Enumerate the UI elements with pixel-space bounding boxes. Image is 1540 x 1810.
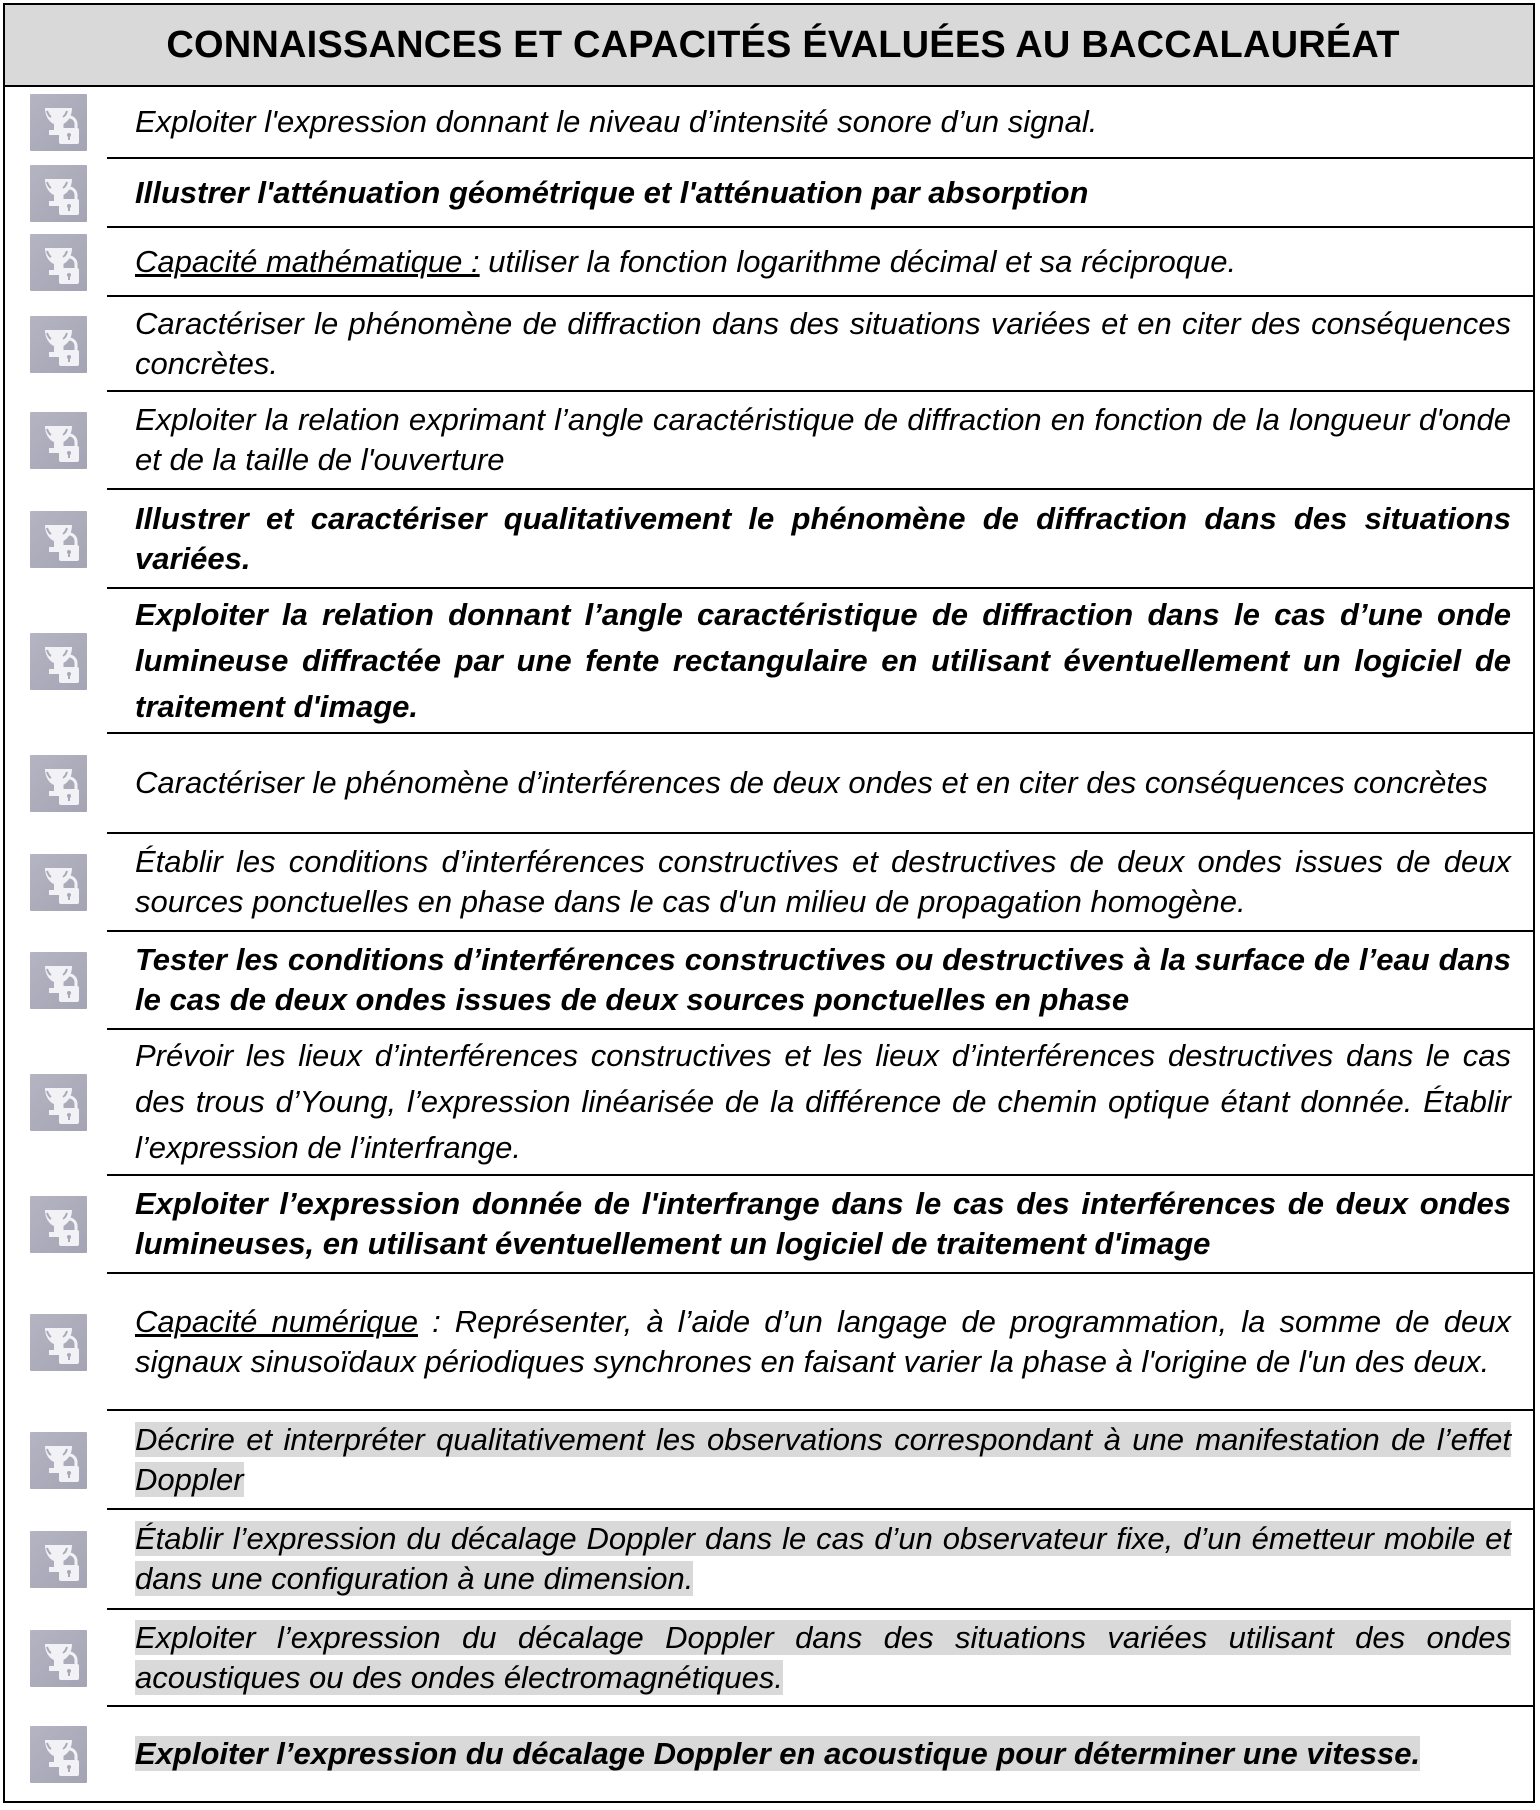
trophy-lock-icon (30, 1630, 87, 1687)
text-run (135, 597, 1511, 724)
trophy-lock-glyph (30, 1314, 87, 1371)
text-run (135, 501, 1511, 576)
text-run (135, 844, 1511, 919)
competency-text (135, 304, 1511, 384)
text-run (135, 306, 1511, 381)
trophy-lock-glyph (30, 1432, 87, 1489)
trophy-lock-glyph (30, 165, 87, 222)
table-row (5, 1175, 1533, 1273)
table-row (5, 227, 1533, 296)
table-row (5, 1410, 1533, 1509)
competency-description: : Représenter, à l’aide d’un langage de programmation, la somme de deux signaux sinusoïdaux périodiques synchrones en faisant varier la phase à l'origine de l'un des deux. (135, 1303, 1511, 1379)
trophy-lock-glyph (30, 511, 87, 568)
trophy-lock-icon (30, 1432, 87, 1489)
competency-text (135, 1302, 1511, 1382)
text-run (135, 175, 1088, 210)
competency-description: Établir l’expression du décalage Doppler dans le cas d’un observateur fixe, d’un émetteur mobile et dans une configuration à une dimension. (135, 1521, 1511, 1596)
highlighted-text (135, 1620, 1511, 1695)
competency-text (135, 173, 1511, 213)
table-row (5, 489, 1533, 588)
trophy-lock-icon (30, 1726, 87, 1783)
table-row (5, 158, 1533, 227)
competency-text (135, 842, 1511, 922)
table-row (5, 1509, 1533, 1609)
competency-description: Décrire et interpréter qualitativement les observations correspondant à une manifestation de l’effet Doppler (135, 1421, 1511, 1497)
capacity-label: Capacité numérique (135, 1303, 418, 1339)
competency-description: utiliser la fonction logarithme décimal et sa réciproque. (479, 243, 1237, 279)
trophy-lock-glyph (30, 1531, 87, 1588)
competency-text (135, 1420, 1511, 1500)
trophy-lock-icon (30, 1314, 87, 1371)
text-run (135, 765, 1488, 800)
table-row (5, 1029, 1533, 1175)
table-row (5, 1273, 1533, 1410)
table-row (5, 1706, 1533, 1801)
text-run (135, 1186, 1511, 1261)
trophy-lock-icon (30, 165, 87, 222)
trophy-lock-icon (30, 511, 87, 568)
competency-text (135, 1618, 1511, 1698)
competency-description: Tester les conditions d’interférences constructives ou destructives à la surface de l’eau dans le cas de deux ondes issues de deux sources ponctuelles en phase (135, 942, 1511, 1017)
trophy-lock-glyph (30, 854, 87, 911)
trophy-lock-icon (30, 633, 87, 690)
competency-text (135, 1734, 1511, 1774)
competency-text (135, 400, 1511, 480)
competency-text (135, 242, 1511, 282)
text-run (135, 402, 1511, 477)
table-row (5, 733, 1533, 833)
trophy-lock-glyph (30, 412, 87, 469)
competency-text (135, 1184, 1511, 1264)
competency-description: Exploiter l'expression donnant le niveau d’intensité sonore d’un signal. (135, 104, 1098, 139)
competency-text (135, 592, 1511, 730)
trophy-lock-glyph (30, 1196, 87, 1253)
table-row (5, 86, 1533, 158)
competency-description: Illustrer et caractériser qualitativement le phénomène de diffraction dans des situations variées. (135, 500, 1511, 576)
competencies-table (3, 3, 1535, 1803)
table-row (5, 833, 1533, 931)
highlighted-text (135, 1736, 1420, 1771)
trophy-lock-glyph (30, 1630, 87, 1687)
competency-description: Établir les conditions d’interférences constructives et destructives de deux ondes issues de deux sources ponctuelles en phase dans le cas d'un milieu de propagation homogène. (135, 844, 1511, 919)
highlighted-text (135, 1422, 1511, 1497)
competency-description: Exploiter la relation donnant l’angle caractéristique de diffraction dans le cas d’une onde lumineuse diffractée par une fente rectangulaire en utilisant éventuellement un logiciel de traitement d'image. (135, 596, 1511, 724)
trophy-lock-icon (30, 854, 87, 911)
trophy-lock-icon (30, 1531, 87, 1588)
competency-text (135, 940, 1511, 1020)
table-title: CONNAISSANCES ET CAPACITÉS ÉVALUÉES AU BACCALAURÉAT (166, 23, 1400, 66)
table-row (5, 931, 1533, 1029)
trophy-lock-icon (30, 94, 87, 151)
table-header (5, 5, 1533, 87)
text-run (135, 104, 1097, 139)
text-run (135, 1038, 1511, 1165)
competency-description: Prévoir les lieux d’interférences constructives et les lieux d’interférences destructives dans le cas des trous d’Young, l’expression linéarisée de la différence de chemin optique étant donnée. Établir l’expression de l’interfrange. (135, 1038, 1511, 1165)
competency-description: Exploiter la relation exprimant l’angle caractéristique de diffraction en fonction de la longueur d'onde et de la taille de l'ouverture (135, 402, 1511, 477)
trophy-lock-icon (30, 316, 87, 373)
competency-description: Exploiter l’expression donnée de l'interfrange dans le cas des interférences de deux ondes lumineuses, en utilisant éventuellement un logiciel de traitement d'image (135, 1186, 1511, 1261)
competency-text (135, 1519, 1511, 1599)
trophy-lock-icon (30, 952, 87, 1009)
trophy-lock-glyph (30, 952, 87, 1009)
highlighted-text (135, 1521, 1511, 1596)
capacity-label: Capacité mathématique : (135, 243, 480, 279)
trophy-lock-icon (30, 1074, 87, 1131)
competency-text (135, 499, 1511, 579)
text-run (135, 942, 1511, 1017)
competency-description: Exploiter l’expression du décalage Doppler dans des situations variées utilisant des ondes acoustiques ou des ondes électromagnétiques. (135, 1619, 1511, 1695)
trophy-lock-glyph (30, 755, 87, 812)
trophy-lock-glyph (30, 1074, 87, 1131)
text-run (135, 1304, 1511, 1379)
trophy-lock-glyph (30, 633, 87, 690)
competency-description: Exploiter l’expression du décalage Doppler en acoustique pour déterminer une vitesse. (135, 1735, 1421, 1771)
competency-text (135, 102, 1511, 142)
table-row (5, 1609, 1533, 1706)
competency-text (135, 1033, 1511, 1171)
table-row (5, 296, 1533, 391)
trophy-lock-glyph (30, 94, 87, 151)
trophy-lock-icon (30, 234, 87, 291)
trophy-lock-glyph (30, 1726, 87, 1783)
trophy-lock-glyph (30, 316, 87, 373)
trophy-lock-glyph (30, 234, 87, 291)
table-row (5, 391, 1533, 489)
competency-description: Caractériser le phénomène d’interférences de deux ondes et en citer des conséquences concrètes (135, 765, 1488, 800)
trophy-lock-icon (30, 755, 87, 812)
competency-description: Caractériser le phénomène de diffraction dans des situations variées et en citer des conséquences concrètes. (135, 305, 1511, 381)
trophy-lock-icon (30, 412, 87, 469)
text-run (135, 244, 1236, 279)
competency-description: Illustrer l'atténuation géométrique et l'atténuation par absorption (135, 174, 1089, 210)
competency-text (135, 763, 1511, 803)
trophy-lock-icon (30, 1196, 87, 1253)
table-row (5, 588, 1533, 733)
